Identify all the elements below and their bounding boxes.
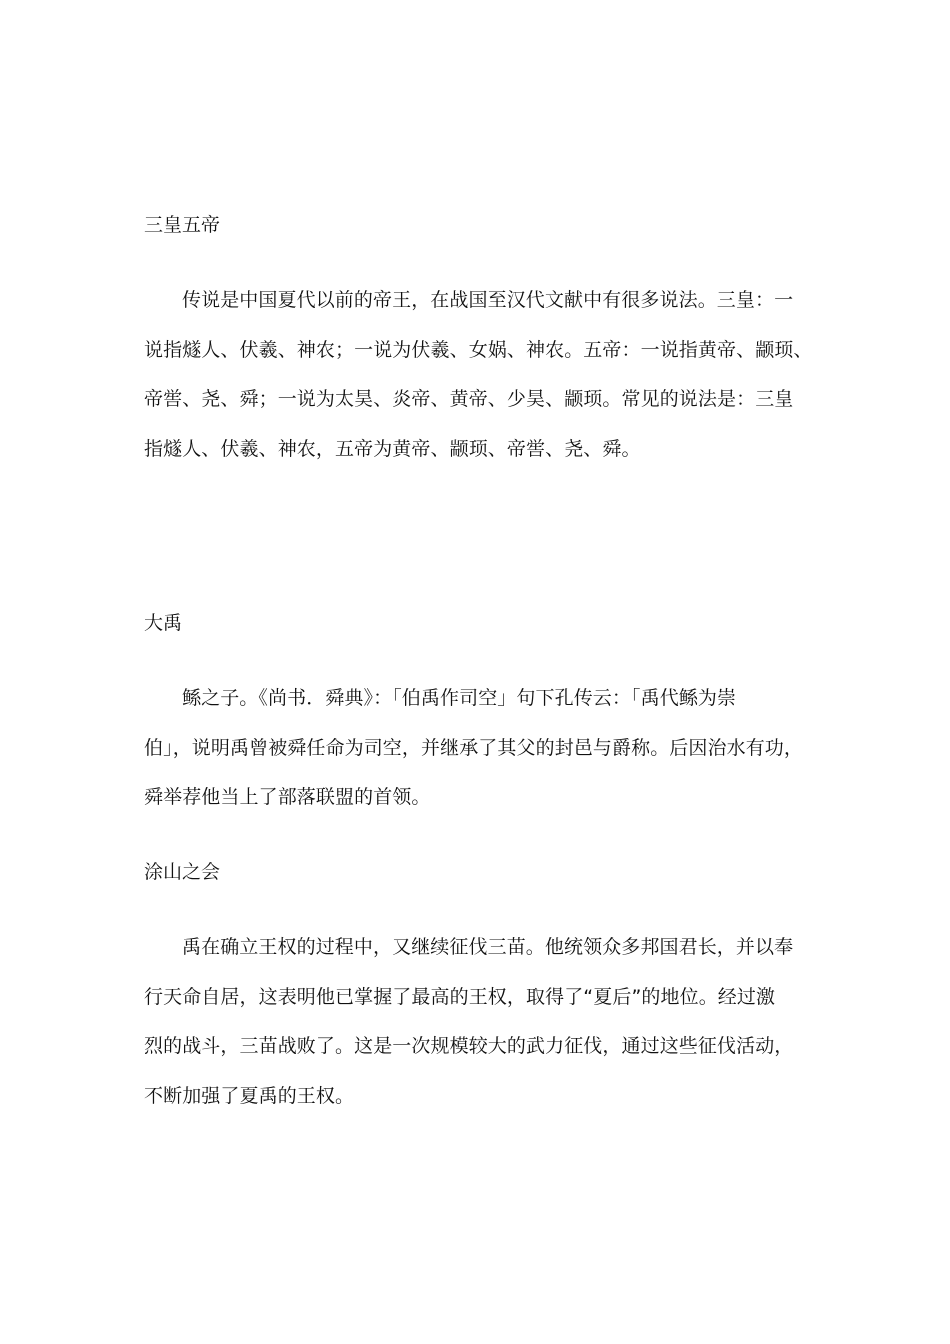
paragraph-line: 舜举荐他当上了部落联盟的首领。 [144,786,431,808]
paragraph-line: 帝喾、尧、舜；一说为太昊、炎帝、黄帝、少昊、颛顼。常见的说法是：三皇 [144,388,794,410]
section-title-sanhuang-wudi: 三皇五帝 [144,214,221,236]
paragraph-line: 说指燧人、伏羲、神农；一说为伏羲、女娲、神农。五帝：一说指黄帝、颛顼、 [144,339,813,361]
paragraph-line: 行天命自居，这表明他已掌握了最高的王权，取得了“夏后”的地位。经过激 [144,986,776,1008]
paragraph-line: 不断加强了夏禹的王权。 [144,1085,355,1107]
paragraph-line: 烈的战斗，三苗战败了。这是一次规模较大的武力征伐，通过这些征伐活动， [144,1035,794,1057]
section-title-dayu: 大禹 [144,612,183,634]
paragraph-line: 传说是中国夏代以前的帝王，在战国至汉代文献中有很多说法。三皇：一 [182,289,794,311]
paragraph-line: 禹在确立王权的过程中，又继续征伐三苗。他统领众多邦国君长，并以奉 [182,936,794,958]
section-title-tushan-zhihui: 涂山之会 [144,861,221,883]
paragraph-line: 伯」，说明禹曾被舜任命为司空，并继承了其父的封邑与爵称。后因治水有功， [144,737,804,759]
paragraph-line: 鲧之子。《尚书．舜典》：「伯禹作司空」句下孔传云：「禹代鲧为崇 [182,687,737,709]
paragraph-line: 指燧人、伏羲、神农，五帝为黄帝、颛顼、帝喾、尧、舜。 [144,438,641,460]
